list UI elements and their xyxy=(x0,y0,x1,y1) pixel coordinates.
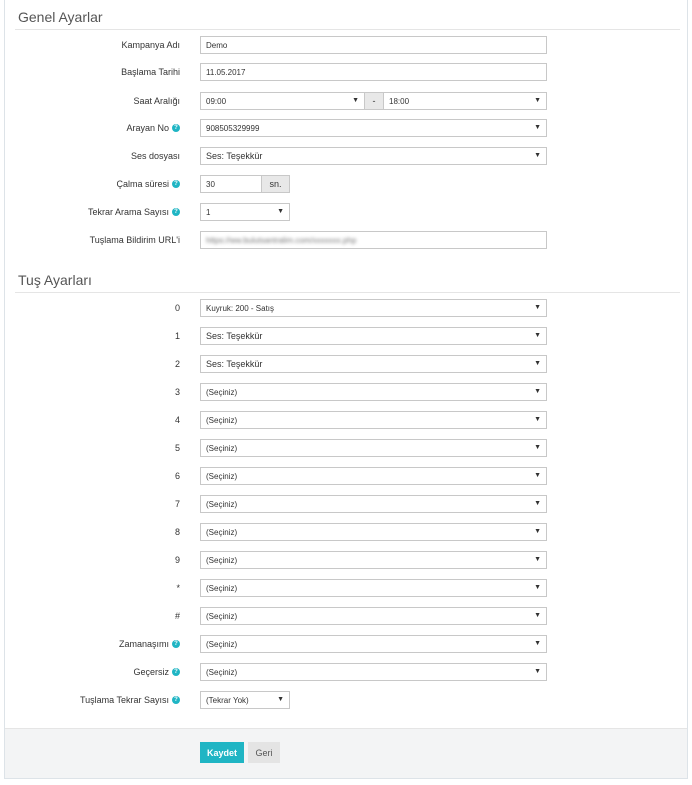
help-icon[interactable]: ? xyxy=(172,668,180,676)
chevron-down-icon: ▼ xyxy=(352,97,359,104)
chevron-down-icon: ▼ xyxy=(534,360,541,367)
save-button[interactable]: Kaydet xyxy=(200,742,244,763)
chevron-down-icon: ▼ xyxy=(534,124,541,131)
chevron-down-icon: ▼ xyxy=(534,668,541,675)
settings-panel xyxy=(4,0,688,779)
start-date-label: Başlama Tarihi xyxy=(121,67,180,77)
chevron-down-icon: ▼ xyxy=(534,388,541,395)
chevron-down-icon: ▼ xyxy=(534,640,541,647)
key-select[interactable]: (Seçiniz) ▼ xyxy=(200,607,547,625)
general-settings-title: Genel Ayarlar xyxy=(18,9,103,25)
chevron-down-icon: ▼ xyxy=(277,696,284,703)
key-label: 6 xyxy=(174,471,180,481)
ring-duration-label: Çalma süresi ? xyxy=(116,175,180,193)
key-select[interactable]: (Seçiniz) ▼ xyxy=(200,551,547,569)
key-label: 9 xyxy=(174,555,180,565)
retry-count-label: Tekrar Arama Sayısı ? xyxy=(88,203,180,221)
key-settings-title: Tuş Ayarları xyxy=(18,272,92,288)
key-repeat-label: Tuşlama Tekrar Sayısı ? xyxy=(80,691,180,709)
key-label: 4 xyxy=(174,415,180,425)
invalid-select[interactable]: (Seçiniz) ▼ xyxy=(200,663,547,681)
help-icon[interactable]: ? xyxy=(172,696,180,704)
key-select[interactable]: Ses: Teşekkür ▼ xyxy=(200,327,547,345)
form-footer xyxy=(5,728,687,778)
chevron-down-icon: ▼ xyxy=(277,208,284,215)
sound-file-label: Ses dosyası xyxy=(130,151,180,161)
key-label: 2 xyxy=(174,359,180,369)
key-select[interactable]: (Seçiniz) ▼ xyxy=(200,383,547,401)
chevron-down-icon: ▼ xyxy=(534,304,541,311)
sound-file-select[interactable]: Ses: Teşekkür ▼ xyxy=(200,147,547,165)
chevron-down-icon: ▼ xyxy=(534,152,541,159)
key-label: 7 xyxy=(174,499,180,509)
chevron-down-icon: ▼ xyxy=(534,416,541,423)
chevron-down-icon: ▼ xyxy=(534,332,541,339)
chevron-down-icon: ▼ xyxy=(534,444,541,451)
key-select[interactable]: (Seçiniz) ▼ xyxy=(200,495,547,513)
chevron-down-icon: ▼ xyxy=(534,500,541,507)
key-label: # xyxy=(174,611,180,621)
chevron-down-icon: ▼ xyxy=(534,472,541,479)
retry-count-select[interactable]: 1 ▼ xyxy=(200,203,290,221)
chevron-down-icon: ▼ xyxy=(534,612,541,619)
time-range-separator: - xyxy=(364,92,384,110)
key-select[interactable]: Kuyruk: 200 - Satış ▼ xyxy=(200,299,547,317)
key-select[interactable]: (Seçiniz) ▼ xyxy=(200,523,547,541)
key-select[interactable]: (Seçiniz) ▼ xyxy=(200,467,547,485)
chevron-down-icon: ▼ xyxy=(534,528,541,535)
back-button[interactable]: Geri xyxy=(248,742,280,763)
help-icon[interactable]: ? xyxy=(172,180,180,188)
campaign-name-label: Kampanya Adı xyxy=(121,40,180,50)
timeout-label: Zamanaşımı ? xyxy=(119,635,180,653)
key-repeat-select[interactable]: (Tekrar Yok) ▼ xyxy=(200,691,290,709)
chevron-down-icon: ▼ xyxy=(534,584,541,591)
key-label: 0 xyxy=(174,303,180,313)
key-select[interactable]: Ses: Teşekkür ▼ xyxy=(200,355,547,373)
campaign-name-input[interactable]: Demo xyxy=(200,36,547,54)
key-settings-divider xyxy=(15,292,680,293)
help-icon[interactable]: ? xyxy=(172,208,180,216)
time-end-select[interactable]: 18:00 ▼ xyxy=(383,92,547,110)
notify-url-input[interactable]: https://ww.bulutsantralim.com/xxxxxxx.php xyxy=(200,231,547,249)
caller-no-label: Arayan No ? xyxy=(126,119,180,137)
ring-duration-input[interactable]: 30 xyxy=(200,175,262,193)
key-label: 8 xyxy=(174,527,180,537)
key-label: 3 xyxy=(174,387,180,397)
chevron-down-icon: ▼ xyxy=(534,97,541,104)
start-date-input[interactable]: 11.05.2017 xyxy=(200,63,547,81)
key-label: 5 xyxy=(174,443,180,453)
time-range-label: Saat Aralığı xyxy=(133,96,180,106)
general-settings-divider xyxy=(15,29,680,30)
time-start-select[interactable]: 09:00 ▼ xyxy=(200,92,365,110)
caller-no-select[interactable]: 908505329999 ▼ xyxy=(200,119,547,137)
notify-url-label: Tuşlama Bildirim URL'i xyxy=(89,235,180,245)
invalid-label: Geçersiz ? xyxy=(133,663,180,681)
timeout-select[interactable]: (Seçiniz) ▼ xyxy=(200,635,547,653)
key-select[interactable]: (Seçiniz) ▼ xyxy=(200,439,547,457)
help-icon[interactable]: ? xyxy=(172,124,180,132)
chevron-down-icon: ▼ xyxy=(534,556,541,563)
help-icon[interactable]: ? xyxy=(172,640,180,648)
key-select[interactable]: (Seçiniz) ▼ xyxy=(200,411,547,429)
key-label: * xyxy=(176,583,180,593)
key-select[interactable]: (Seçiniz) ▼ xyxy=(200,579,547,597)
key-label: 1 xyxy=(174,331,180,341)
ring-duration-unit: sn. xyxy=(261,175,290,193)
